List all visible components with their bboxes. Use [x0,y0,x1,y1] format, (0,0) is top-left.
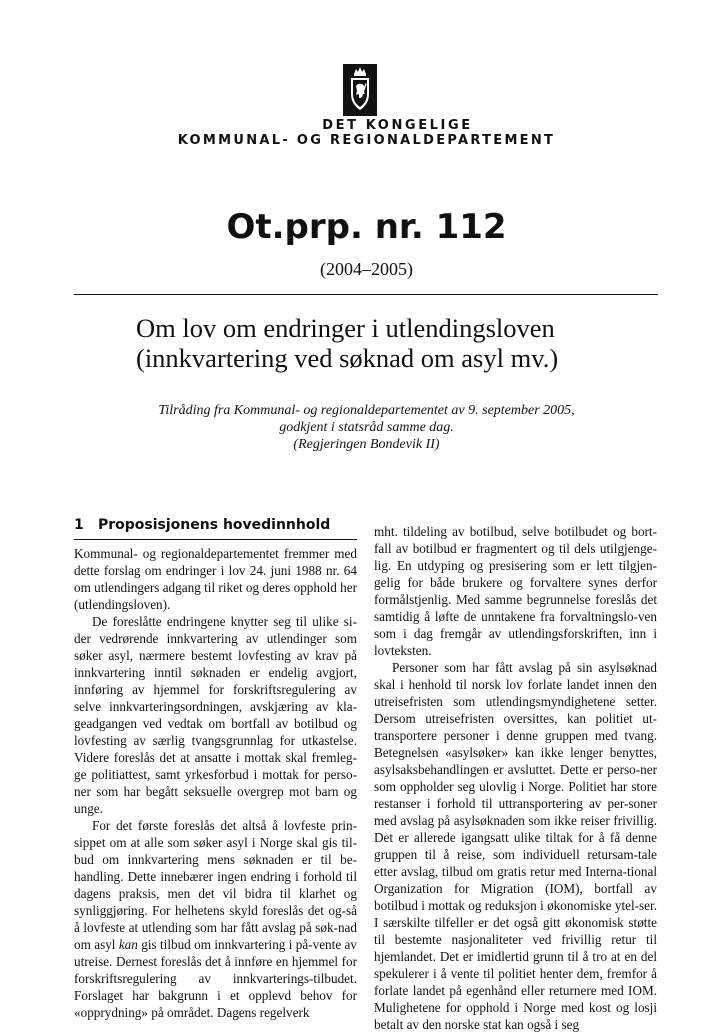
endorsement-note [0,402,725,453]
emphasis-text: kan [118,937,138,952]
section-divider [74,539,357,540]
paragraph-text: For det første foreslås det altså å lovfeste prin-sippet om at alle som søker asyl i Norge skal gis til-bud om innkvartering mens søknaden er til be-handling. Dette innebærer ingen endring i forhold til dagens praksis, men det vil bidra til klarhet og synliggjøring. For helhetens skyld foreslås det og-så å lovfeste at utlending som har fått avslag på søk-nad om asyl [74,818,357,952]
endorsement-line1: Tilråding fra Kommunal- og regionaldepartementet av 9. september 2005, [158,403,575,418]
paragraph: Kommunal- og regionaldepartementet fremmer med dette forslag om endringer i lov 24. juni 1988 nr. 64 om utlendingers adgang til riket og deres opphold her (utlendingsloven). [74,546,357,612]
paragraph [74,817,357,1021]
subtitle-line1: Om lov om endringer i utlendingsloven [136,313,555,343]
endorsement-line2: godkjent i statsråd samme dag. [279,420,454,435]
norway-royal-coat-of-arms-icon [343,64,377,116]
endorsement-line3: (Regjeringen Bondevik II) [293,437,440,452]
section-title: Proposisjonens hovedinnhold [98,517,331,533]
document-years: (2004–2005) [320,259,413,279]
department-name-line1: DET KONGELIGE [322,118,473,133]
document-title: Ot.prp. nr. 112 [226,207,507,247]
paragraph: De foreslåtte endringene knytter seg til ulike si-der vedrørende innkvartering av utlendinger som søker asyl, nærmere bestemt lovfesting av krav på innkvartering inntil søknaden er endelig avgjort, innføring av hjemmel for forskriftsregulering av selve innkvarteringsordningen, avskjæring av kla-geadgangen ved vedtak om bortfall av botilbud og lovfesting av særlig tvangsgrunnlag for utkastelse. Videre foreslås det at ansatte i mottak skal fremleg-ge politiattest, samt yrkesforbud i mottak for perso-ner som har begått seksuelle overgrep mot barn og unge. [74,614,357,816]
section-number: 1 [74,517,84,533]
paragraph-text: gis tilbud om innkvartering i på-vente av utreise. Dernest foreslås det å innføre en hjemmel for forskriftsregulering av innkvarterings-tilbudet. Forslaget har bakgrunn i et opplevd behov for «opprydning» på området. Dagens regelverk [74,937,357,1020]
title-divider [74,294,658,295]
right-column [374,523,657,1033]
department-name-line2: KOMMUNAL- OG REGIONALDEPARTEMENT [177,133,556,148]
paragraph: mht. tildeling av botilbud, selve botilbudet og bort-fall av botilbud er fragmentert og til dels utilgjenge-lig. En utdyping og presisering som er lett tilgjen-gelig for både brukere og forvaltere synes derfor formålstjenlig. Med samme begrunnelse foreslås det samtidig å løfte de unntakene fra forvaltningslo-ven som i dag fremgår av utlendingsforskriften, inn i lovteksten. [374,524,657,658]
subtitle-line2: (innkvartering ved søknad om asyl mv.) [136,343,559,373]
paragraph: Personer som har fått avslag på sin asylsøknad skal i henhold til norsk lov forlate landet innen den utreisefristen som utlendingsmyndighetene setter. Dersom utreisefristen oversittes, kan politiet ut-transportere personer i denne gruppen med tvang. Betegnelsen «asylsøker» kan ikke lenger benyttes, asylsaksbehandlingen er avsluttet. Dette er perso-ner som oppholder seg ulovlig i Norge. Politiet har store restanser i forhold til uttransportering av per-soner med avslag på asylsøknaden som ikke reiser frivillig. Det er allerede igangsatt ulike tiltak for å få denne gruppen til å reise, som individuell retursam-tale etter avslag, tilbud om gratis retur med Interna-tional Organization for Migration (IOM), bortfall av botilbud i mottak og reduksjon i økonomiske ytel-ser. I særskilte tilfeller er det også gitt økonomisk støtte til bestemte nasjonaliteter ved frivillig retur til hjemlandet. Det er imidlertid grunn til å tro at en del spekulerer i å vente til politiet henter dem, fremfor å forlate landet på egenhånd eller returnere med IOM. Mulighetene for opphold i Norge med kost og losji betalt av den norske stat kan også i seg [374,660,657,1032]
left-column [74,545,357,1021]
document-subtitle [136,313,656,373]
section-heading [74,517,357,533]
